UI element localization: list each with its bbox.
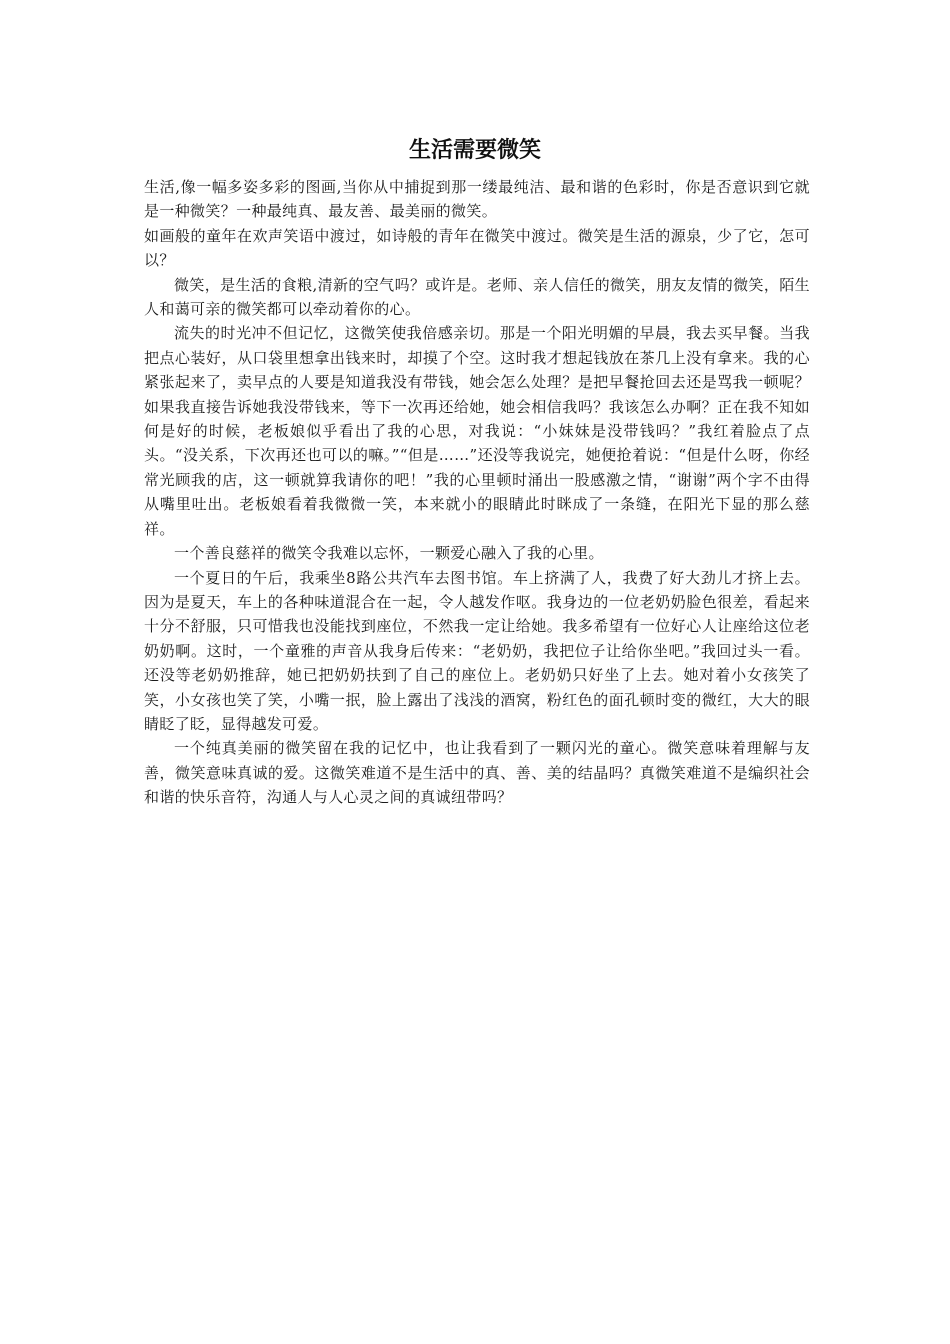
paragraph-7: 一个纯真美丽的微笑留在我的记忆中，也让我看到了一颗闪光的童心。微笑意味着理解与友善，微笑意味真诚的爱。这微笑难道不是生活中的真、善、美的结晶吗？真微笑难道不是编织社会和谐的快乐音符，沟通人与人心灵之间的真诚纽带吗？: [144, 739, 810, 807]
page-title: 生活需要微笑: [408, 138, 541, 163]
paragraph-1: 生活,像一幅多姿多彩的图画,当你从中捕捉到那一缕最纯洁、最和谐的色彩时，你是否意识到它就是一种微笑？一种最纯真、最友善、最美丽的微笑。: [144, 178, 810, 221]
article-body: [144, 175, 810, 810]
paragraph-4: 流失的时光冲不但记忆，这微笑使我倍感亲切。那是一个阳光明媚的早晨，我去买早餐。当我把点心装好，从口袋里想拿出钱来时，却摸了个空。这时我才想起钱放在茶几上没有拿来。我的心紧张起来了，卖早点的人要是知道我没有带钱，她会怎么处理？是把早餐抢回去还是骂我一顿呢？如果我直接告诉她我没带钱来，等下一次再还给她，她会相信我吗？我该怎么办啊？正在我不知如何是好的时候，老板娘似乎看出了我的心思，对我说：“小妹妹是没带钱吗？”我红着脸点了点头。“没关系，下次再还也可以的嘛。”“但是……”还没等我说完，她便抢着说：“但是什么呀，你经常光顾我的店，这一顿就算我请你的吧！”我的心里顿时涌出一股感激之情，“谢谢”两个字不由得从嘴里吐出。老板娘看着我微微一笑，本来就小的眼睛此时眯成了一条缝，在阳光下显的那么慈祥。: [144, 324, 810, 538]
paragraph-5: 一个善良慈祥的微笑令我难以忘怀，一颗爱心融入了我的心里。: [174, 544, 604, 563]
paragraph-3: 微笑，是生活的食粮,清新的空气吗？或许是。老师、亲人信任的微笑，朋友友情的微笑，陌生人和蔼可亲的微笑都可以牵动着你的心。: [144, 275, 810, 319]
paragraph-2: 如画般的童年在欢声笑语中渡过，如诗般的青年在微笑中渡过。微笑是生活的源泉，少了它，怎可以？: [144, 226, 810, 270]
paragraph-6: 一个夏日的午后，我乘坐8路公共汽车去图书馆。车上挤满了人，我费了好大劲儿才挤上去。因为是夏天，车上的各种味道混合在一起，令人越发作呕。我身边的一位老奶奶脸色很差，看起来十分不舒服，只可惜我也没能找到座位，不然我一定让给她。我多希望有一位好心人让座给这位老奶奶啊。这时，一个童雅的声音从我身后传来：“老奶奶，我把位子让给你坐吧。”我回过头一看。还没等老奶奶推辞，她已把奶奶扶到了自己的座位上。老奶奶只好坐了上去。她对着小女孩笑了笑，小女孩也笑了笑，小嘴一抿，脸上露出了浅浅的酒窝，粉红色的面孔顿时变的微红，大大的眼睛眨了眨，显得越发可爱。: [144, 568, 810, 733]
